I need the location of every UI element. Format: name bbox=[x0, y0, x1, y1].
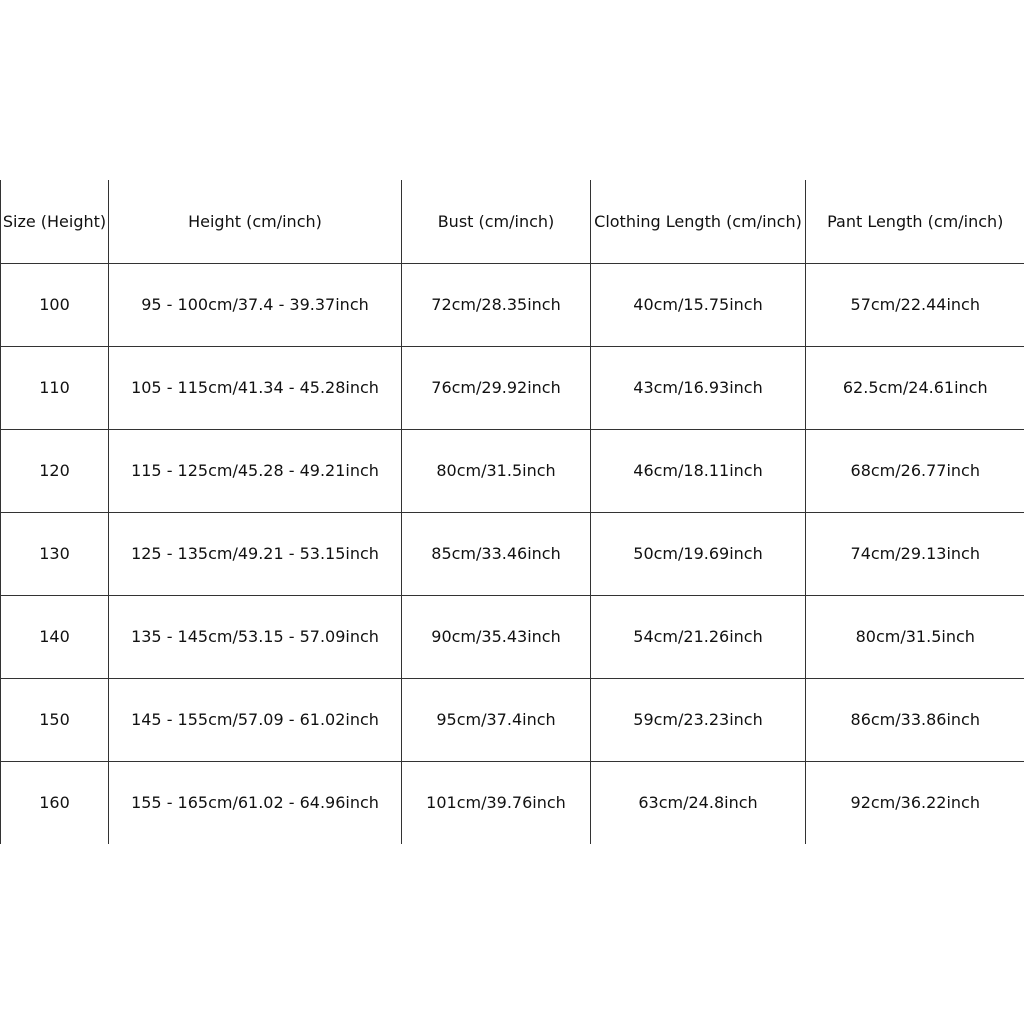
table-row bbox=[1, 346, 1024, 429]
cell-pant-length: 68cm/26.77inch bbox=[806, 429, 1024, 512]
cell-size: 120 bbox=[1, 429, 109, 512]
cell-size: 140 bbox=[1, 595, 109, 678]
cell-clothing-length: 54cm/21.26inch bbox=[591, 595, 806, 678]
cell-size: 160 bbox=[1, 761, 109, 844]
cell-clothing-length: 40cm/15.75inch bbox=[591, 263, 806, 346]
cell-pant-length: 86cm/33.86inch bbox=[806, 678, 1024, 761]
cell-size: 110 bbox=[1, 346, 109, 429]
cell-pant-length: 74cm/29.13inch bbox=[806, 512, 1024, 595]
cell-clothing-length: 59cm/23.23inch bbox=[591, 678, 806, 761]
cell-bust: 95cm/37.4inch bbox=[402, 678, 591, 761]
table-row bbox=[1, 678, 1024, 761]
cell-clothing-length: 43cm/16.93inch bbox=[591, 346, 806, 429]
cell-height: 155 - 165cm/61.02 - 64.96inch bbox=[109, 761, 402, 844]
header-clothing-length: Clothing Length (cm/inch) bbox=[591, 180, 806, 263]
size-chart-table bbox=[0, 180, 1024, 844]
cell-height: 105 - 115cm/41.34 - 45.28inch bbox=[109, 346, 402, 429]
cell-pant-length: 80cm/31.5inch bbox=[806, 595, 1024, 678]
table-row bbox=[1, 263, 1024, 346]
cell-bust: 72cm/28.35inch bbox=[402, 263, 591, 346]
cell-size: 130 bbox=[1, 512, 109, 595]
cell-bust: 80cm/31.5inch bbox=[402, 429, 591, 512]
cell-bust: 76cm/29.92inch bbox=[402, 346, 591, 429]
header-size: Size (Height) bbox=[1, 180, 109, 263]
cell-clothing-length: 63cm/24.8inch bbox=[591, 761, 806, 844]
header-row bbox=[1, 180, 1024, 263]
cell-height: 135 - 145cm/53.15 - 57.09inch bbox=[109, 595, 402, 678]
cell-pant-length: 92cm/36.22inch bbox=[806, 761, 1024, 844]
cell-clothing-length: 50cm/19.69inch bbox=[591, 512, 806, 595]
header-bust: Bust (cm/inch) bbox=[402, 180, 591, 263]
cell-height: 115 - 125cm/45.28 - 49.21inch bbox=[109, 429, 402, 512]
cell-height: 145 - 155cm/57.09 - 61.02inch bbox=[109, 678, 402, 761]
cell-bust: 85cm/33.46inch bbox=[402, 512, 591, 595]
cell-height: 125 - 135cm/49.21 - 53.15inch bbox=[109, 512, 402, 595]
cell-pant-length: 62.5cm/24.61inch bbox=[806, 346, 1024, 429]
table-row bbox=[1, 761, 1024, 844]
table-row bbox=[1, 429, 1024, 512]
table-row bbox=[1, 512, 1024, 595]
cell-clothing-length: 46cm/18.11inch bbox=[591, 429, 806, 512]
cell-size: 150 bbox=[1, 678, 109, 761]
cell-pant-length: 57cm/22.44inch bbox=[806, 263, 1024, 346]
table-row bbox=[1, 595, 1024, 678]
cell-bust: 101cm/39.76inch bbox=[402, 761, 591, 844]
cell-height: 95 - 100cm/37.4 - 39.37inch bbox=[109, 263, 402, 346]
cell-bust: 90cm/35.43inch bbox=[402, 595, 591, 678]
header-height: Height (cm/inch) bbox=[109, 180, 402, 263]
header-pant-length: Pant Length (cm/inch) bbox=[806, 180, 1024, 263]
cell-size: 100 bbox=[1, 263, 109, 346]
